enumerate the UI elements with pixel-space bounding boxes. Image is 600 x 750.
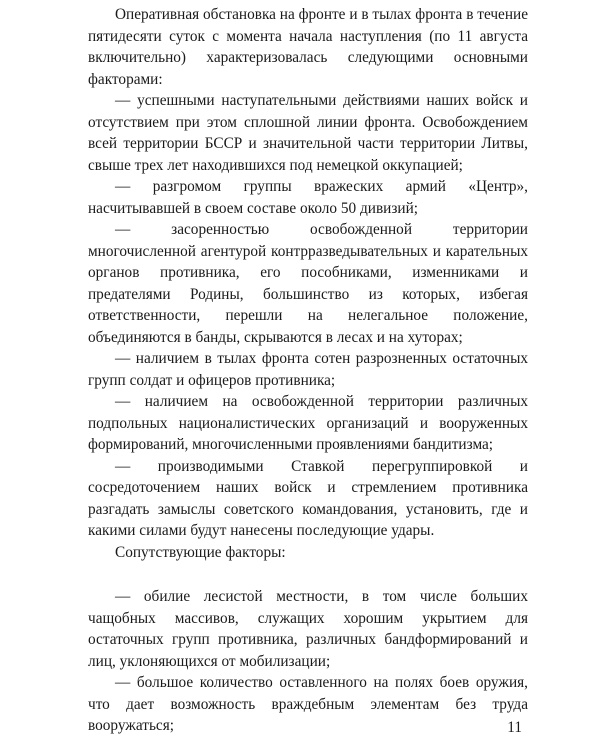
factor-paragraph: — наличием на освобожденной территории различных подпольных националистических организаций и вооруженных формирований, многочисленными проявлениями бандитизма; [88,393,528,453]
blank-line [88,563,528,586]
factor-paragraph: — успешными наступательными действиями наших войск и отсутствием при этом сплошной линии фронта. Освобождением всей территории БССР и значительной части территории Литвы, свыше трех лет находившихся под немецкой оккупацией; [88,92,528,174]
accompanying-factor-paragraph: — большое количество оставленного на полях боев оружия, что дает возможность враждебным элементам без труда вооружаться; [88,674,528,734]
body-text [88,4,528,737]
page-number: 11 [507,719,522,736]
factor-paragraph: — засоренностью освобожденной территории многочисленной агентурой контрразведывательных и карательных органов противника, его пособниками, изменниками и предателями Родины, большинство из которых, избегая ответственности, перешли на нелегальное положение, объединяются в банды, скрываются в лесах и на хуторах; [88,221,528,346]
section-heading: Сопутствующие факторы: [115,543,286,561]
factor-paragraph: — производимыми Ставкой перегруппировкой и сосредоточением наших войск и стремлением противника разгадать замыслы советского командования, установить, где и какими силами будут нанесены последующие удары. [88,457,528,539]
accompanying-factor-paragraph: — обилие лесистой местности, в том числе больших чащобных массивов, служащих хорошим укрытием для остаточных групп противника, различных бандформирований и лиц, уклоняющихся от мобилизации; [88,588,528,670]
intro-paragraph: Оперативная обстановка на фронте и в тылах фронта в течение пятидесяти суток с момента начала наступления (по 11 августа включительно) характеризовалась следующими основными факторами: [88,6,528,88]
factor-paragraph: — разгромом группы вражеских армий «Центр», насчитывавшей в своем составе около 50 дивизий; [88,178,528,217]
factor-paragraph: — наличием в тылах фронта сотен разрозненных остаточных групп солдат и офицеров противника; [88,350,528,389]
